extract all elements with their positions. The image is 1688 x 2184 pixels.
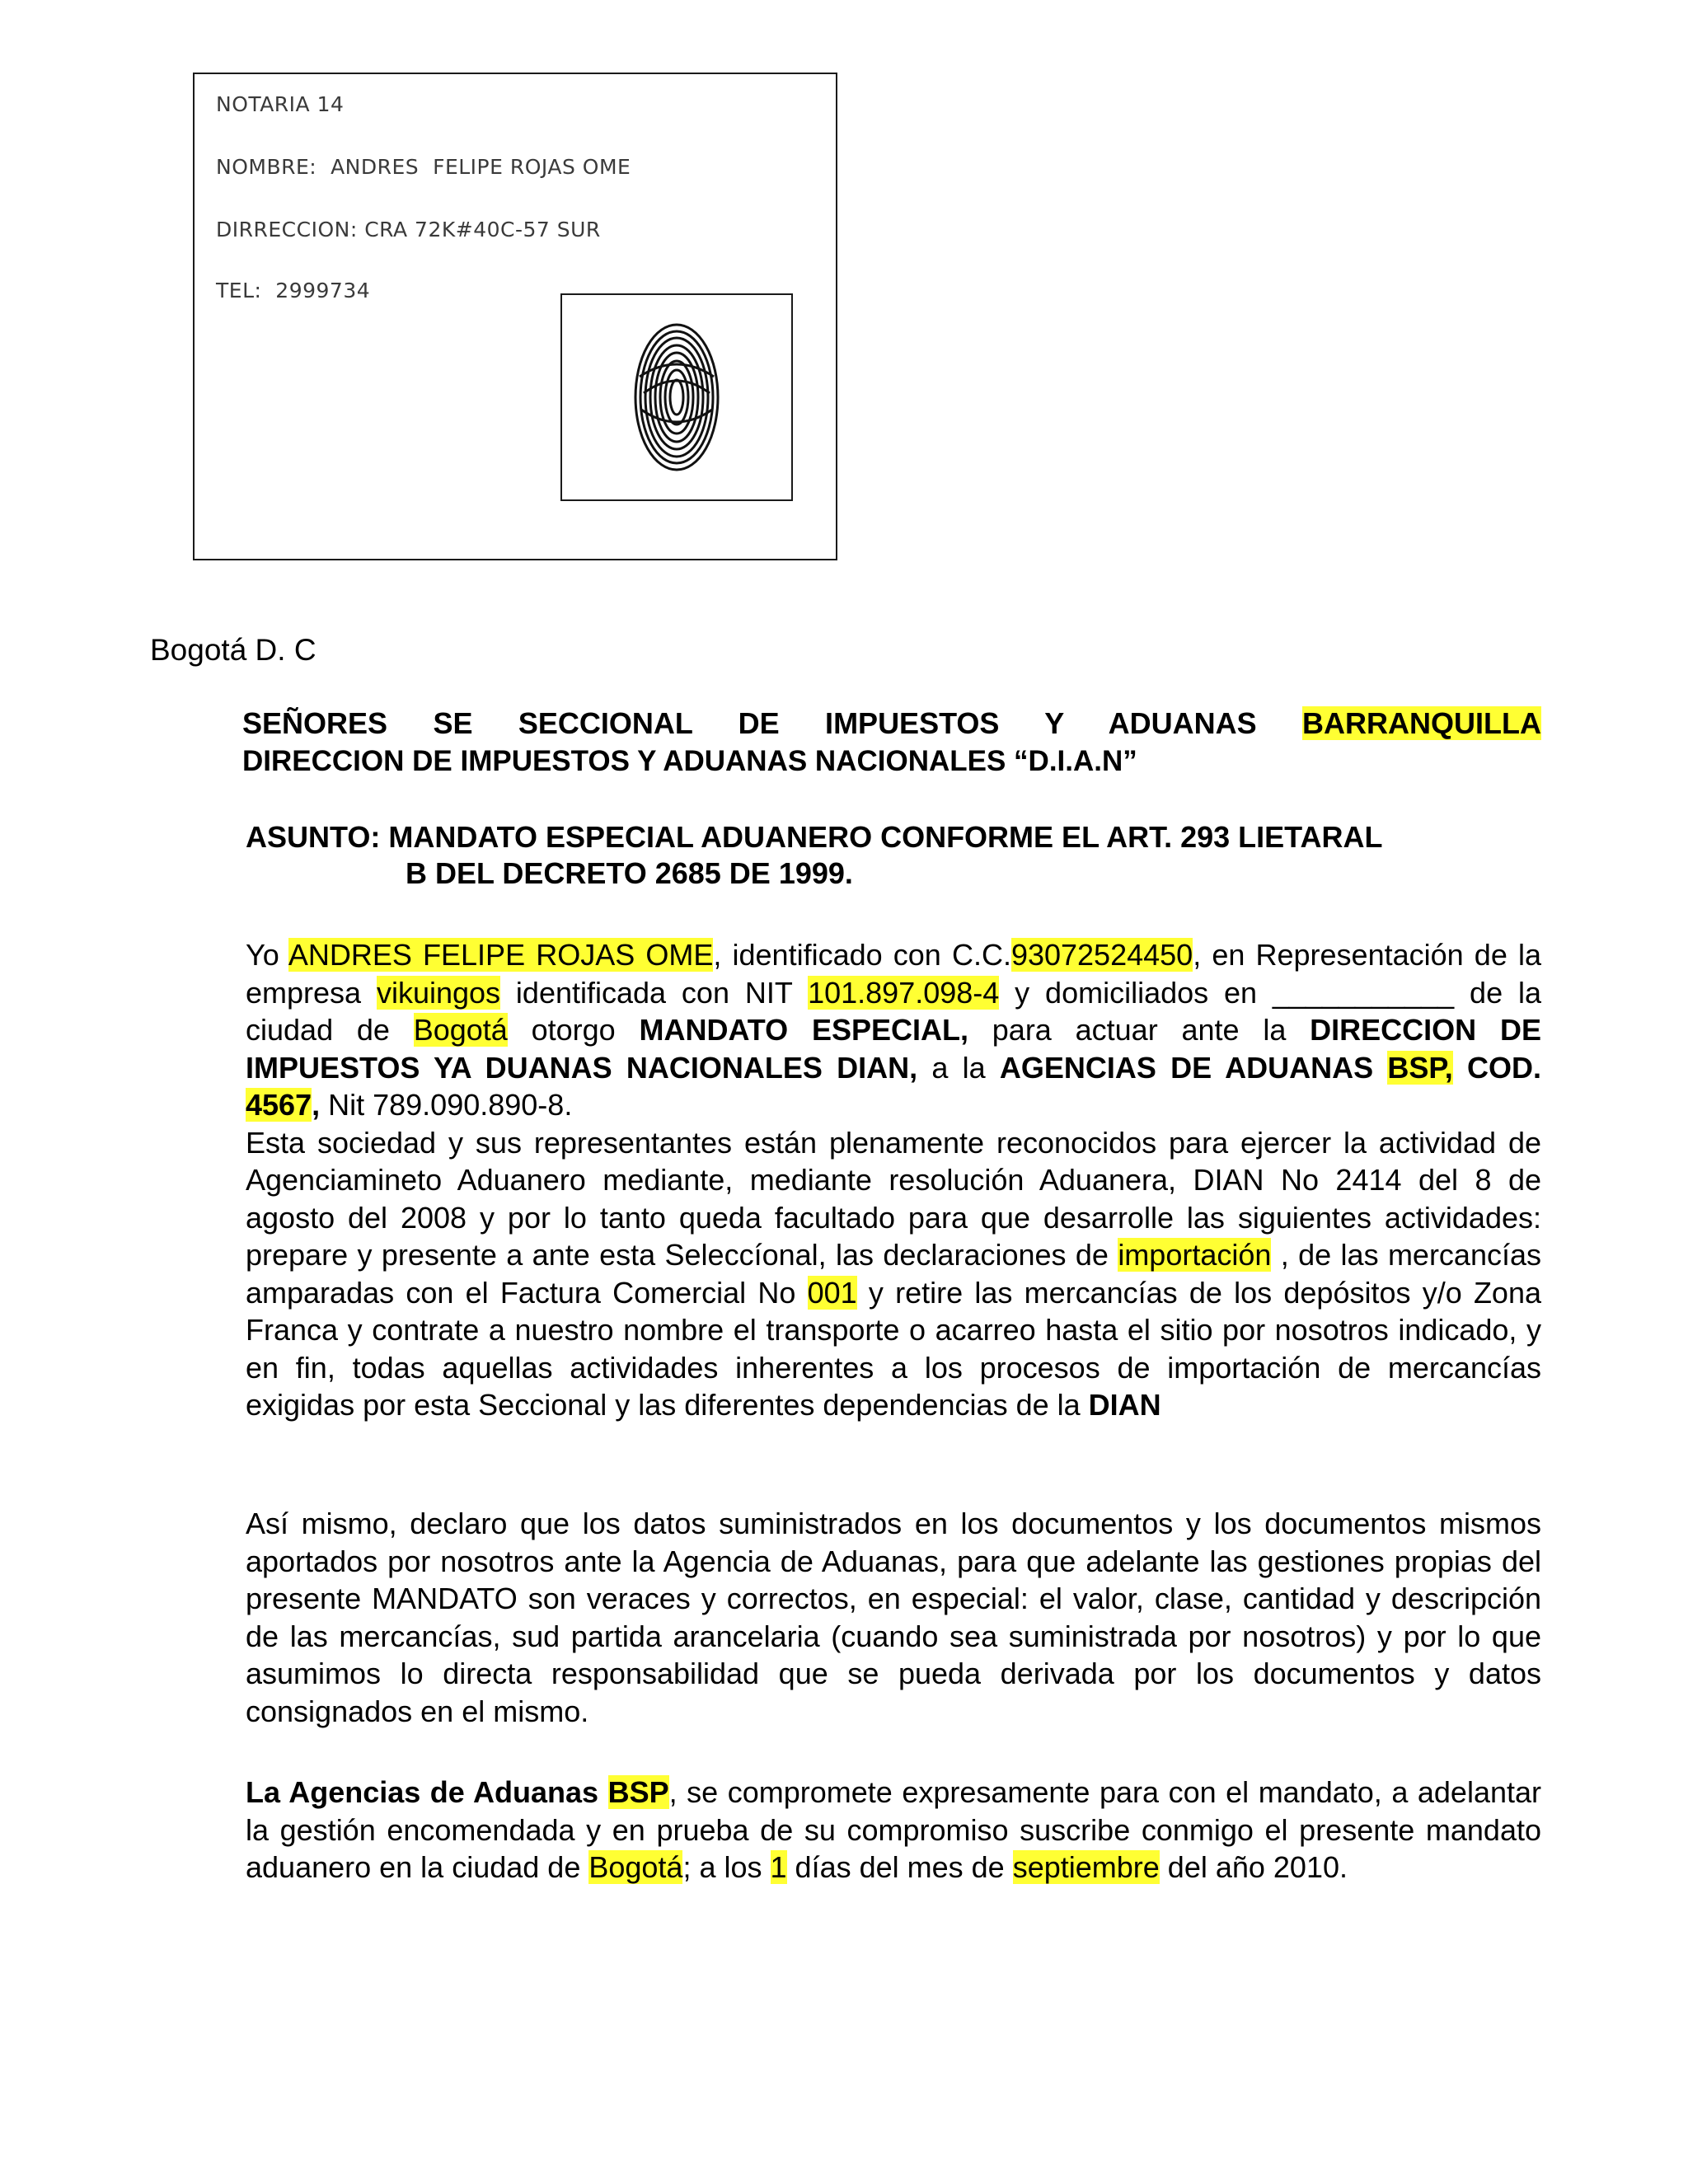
addressee-line-2: DIRECCION DE IMPUESTOS Y ADUANAS NACIONALES “D.I.A.N”	[242, 745, 1137, 777]
notary-name: NOTARIA 14	[216, 92, 345, 116]
subject-line-2: B DEL DECRETO 2685 DE 1999.	[406, 856, 853, 890]
addressee-text: SEÑORES SE SECCIONAL DE IMPUESTOS Y ADUANAS	[242, 706, 1303, 740]
agency-highlight: BSP,	[1387, 1050, 1453, 1085]
code-highlight: 4567	[246, 1088, 312, 1122]
company-highlight: vikuingos	[376, 975, 501, 1010]
addressee-city-highlight: BARRANQUILLA	[1302, 706, 1541, 740]
paragraph-mandate: Yo ANDRES FELIPE ROJAS OME, identificado con C.C.93072524450, en Representación de la empresa vikuingos identificada con NIT 101.897.098-4 y domiciliados en ___________ de la ciudad de Bogotá otorgo MANDATO ESPECIAL, para actuar ante la DIRECCION DE IMPUESTOS YA DUANAS NACIONALES DIAN, a la AGENCIAS DE ADUANAS BSP, COD. 4567, Nit 789.090.890-8. Esta sociedad y sus representantes están plenamente reconocidos para ejercer la actividad de Agenciamineto Aduanero mediante, mediante resolución Aduanera, DIAN No 2414 del 8 de agosto del 2008 y por lo tanto queda facultado para que desarrolle las siguientes actividades: prepare y presente a ante esta Seleccíonal, las declaraciones de importación , de las mercancías amparadas con el Factura Comercial No 001 y retire las mercancías de los depósitos y/o Zona Franca y contrate a nuestro nombre el transporte o acarreo hasta el sitio por nosotros indicado, y en fin, todas aquellas actividades inherentes a los procesos de importación de mercancías exigidas por esta Seccional y las diferentes dependencias de la DIAN	[246, 938, 1542, 1422]
paragraph-declaration: Así mismo, declaro que los datos suministrados en los documentos y los documentos mismos aportados por nosotros ante la Agencia de Aduanas, para que adelante las gestiones propias del presente MANDATO son veraces y correctos, en especial: el valor, clase, cantidad y descripción de las mercancías, sud partida arancelaria (cuando sea suministrada por nosotros) y por lo que asumimos lo directa responsabilidad que se pueda derivada por los documentos y datos consignados en el mismo.	[246, 1507, 1541, 1728]
import-highlight: importación	[1118, 1238, 1272, 1272]
addressee-line-1	[242, 705, 1541, 742]
month-highlight: septiembre	[1012, 1850, 1160, 1884]
nit-highlight: 101.897.098-4	[808, 975, 1000, 1010]
fingerprint-frame	[560, 293, 793, 501]
subject-line-1	[246, 819, 1541, 855]
paragraph-commitment: La Agencias de Aduanas BSP, se compromete expresamente para con el mandato, a adelantar la gestión encomendada y en prueba de su compromiso suscribe conmigo el presente mandato aduanero en la ciudad de Bogotá; a los 1 días del mes de septiembre del año 2010.	[246, 1775, 1541, 1884]
subject-block	[246, 819, 1541, 892]
grantor-name-highlight: ANDRES FELIPE ROJAS OME	[288, 938, 714, 972]
notary-stamp-box	[193, 73, 837, 560]
city-highlight: Bogotá	[413, 1013, 508, 1047]
cc-number-highlight: 93072524450	[1010, 938, 1193, 972]
notary-address: DIRRECCION: CRA 72K#40C-57 SUR	[216, 218, 601, 241]
fingerprint-icon	[631, 319, 722, 476]
city-highlight-2: Bogotá	[588, 1850, 683, 1884]
subject-text: MANDATO ESPECIAL ADUANERO CONFORME EL ART. 293 LIETARAL	[388, 820, 1383, 854]
city-header: Bogotá D. C	[150, 633, 316, 667]
notary-phone: TEL: 2999734	[216, 279, 371, 302]
notary-client-name: NOMBRE: ANDRES FELIPE ROJAS OME	[216, 155, 631, 179]
invoice-highlight: 001	[807, 1275, 857, 1310]
subject-label: ASUNTO:	[246, 820, 381, 854]
day-highlight: 1	[770, 1850, 787, 1884]
agency-highlight-2: BSP	[607, 1775, 669, 1809]
